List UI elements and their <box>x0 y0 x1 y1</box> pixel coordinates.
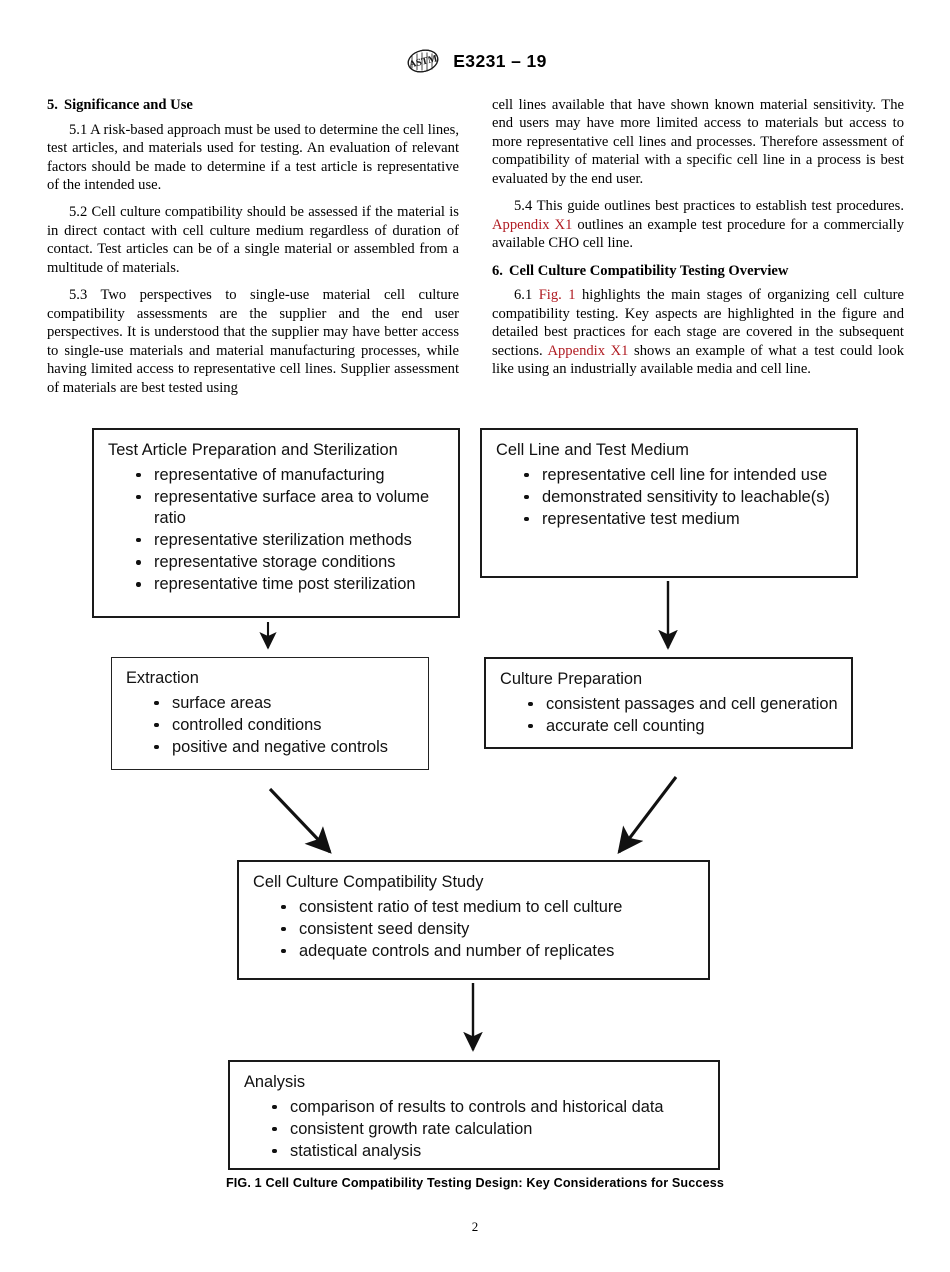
paragraph-5-4 <box>492 197 904 252</box>
paragraph-5-2: 5.2 Cell culture compatibility should be assessed if the material is in direct contact with cell culture medium regardless of duration of contact. Test articles can be of a single material or assembled from a multitude of materials. <box>47 204 459 276</box>
paragraph-6-1-suffix: shows an example of what a test could look like using an industrially available media and cell line. <box>492 342 905 378</box>
flow-box-title: Test Article Preparation and Sterilization <box>108 441 398 459</box>
svg-text:ASTM: ASTM <box>408 53 439 71</box>
standard-designation: E3231 – 19 <box>453 50 547 71</box>
bullet-item: statistical analysis <box>270 1141 708 1162</box>
bullet-item: accurate cell counting <box>526 716 841 737</box>
bullet-item: consistent seed density <box>279 919 698 940</box>
bullet-item: consistent passages and cell generation <box>526 694 841 715</box>
flow-box-bullet-list <box>112 693 428 758</box>
bullet-item: positive and negative controls <box>152 737 418 758</box>
flow-box-extraction <box>111 657 429 770</box>
article-body <box>47 96 905 397</box>
bullet-item: representative cell line for intended use <box>522 465 846 486</box>
section-heading-5 <box>47 96 459 115</box>
astm-logo-icon <box>403 46 443 76</box>
section-5-number: 5. <box>47 97 58 113</box>
bullet-item: demonstrated sensitivity to leachable(s) <box>522 487 846 508</box>
section-6-title: Cell Culture Compatibility Testing Overview <box>508 262 789 279</box>
flow-box-cell-line-and-test-medium <box>480 428 858 578</box>
bullet-item: representative sterilization methods <box>134 530 448 551</box>
link-appendix-x1[interactable]: Appendix X1 <box>492 216 573 233</box>
bullet-item: controlled conditions <box>152 715 418 736</box>
bullet-item: consistent growth rate calculation <box>270 1119 708 1140</box>
flow-box-bullet-list <box>239 897 708 962</box>
paragraph-5-3: 5.3 Two perspectives to single-use material cell culture compatibility assessments are the supplier and the end user perspectives. It is understood that the supplier may have better access to single-use materials and material manufacturing processes, while having limited access to representative cell lines. Supplier assessment of materials are best tested using <box>47 287 459 396</box>
flow-box-title: Cell Line and Test Medium <box>496 441 689 459</box>
bullet-item: representative surface area to volume ratio <box>134 487 448 529</box>
bullet-item: consistent ratio of test medium to cell culture <box>279 897 698 918</box>
flow-box-cell-culture-compatibility-study <box>237 860 710 980</box>
flow-box-title: Extraction <box>126 669 199 687</box>
left-column <box>47 96 459 397</box>
flow-box-bullet-list <box>230 1097 718 1162</box>
bullet-item: adequate controls and number of replicates <box>279 941 698 962</box>
link-appendix-x1-2[interactable]: Appendix X1 <box>547 342 629 359</box>
figure-caption: FIG. 1 Cell Culture Compatibility Testing Design: Key Considerations for Success <box>225 1176 725 1190</box>
paragraph-6-1 <box>492 286 904 378</box>
paragraph-5-3-continued: cell lines available that have shown known material sensitivity. The end users may have more limited access to materials but access to more representative cell lines and processes. Therefore assessment of compatibility of material with a specific cell line in a process is best evaluated by the end user. <box>492 97 904 187</box>
bullet-item: representative test medium <box>522 509 846 530</box>
arrow-culture-to-study <box>619 777 676 852</box>
bullet-item: surface areas <box>152 693 418 714</box>
paragraph-6-1-middle: highlights the main stages of organizing cell culture compatibility testing. Key aspects are highlighted in the figure and detailed best practices for each stage are covered in the subsequent sections. <box>492 287 904 359</box>
flow-box-title: Cell Culture Compatibility Study <box>253 873 484 891</box>
arrow-extraction-to-study <box>270 789 330 852</box>
paragraph-5-4-before: 5.4 This guide outlines best practices to establish test procedures. <box>514 198 904 215</box>
section-6-number: 6. <box>492 262 503 279</box>
section-5-title: Significance and Use <box>63 97 193 113</box>
flow-box-title: Analysis <box>244 1073 306 1091</box>
flow-box-bullet-list <box>486 694 851 737</box>
paragraph-5-4-after: outlines an example test procedure for a commercially available CHO cell line. <box>492 216 905 252</box>
flow-box-analysis <box>228 1060 720 1170</box>
paragraph-6-1-prefix: 6.1 <box>514 287 539 304</box>
bullet-item: representative of manufacturing <box>134 465 448 486</box>
flow-box-test-article-preparation <box>92 428 460 618</box>
page-header <box>0 46 950 76</box>
paragraph-5-1: 5.1 A risk-based approach must be used to determine the cell lines, test articles, and materials used for testing. An evaluation of relevant factors should be made to determine if a test article is representative of the intended use. <box>47 121 459 194</box>
bullet-item: representative time post sterilization <box>134 574 448 595</box>
bullet-item: representative storage conditions <box>134 552 448 573</box>
section-heading-6 <box>492 262 904 281</box>
right-column <box>492 96 904 397</box>
page-number: 2 <box>471 1219 479 1234</box>
bullet-item: comparison of results to controls and historical data <box>270 1097 708 1118</box>
flow-box-title: Culture Preparation <box>500 670 643 688</box>
flow-box-bullet-list <box>482 465 856 530</box>
flow-box-bullet-list <box>94 465 458 595</box>
link-fig-1[interactable]: Fig. 1 <box>538 287 576 304</box>
flow-box-culture-preparation <box>484 657 853 749</box>
